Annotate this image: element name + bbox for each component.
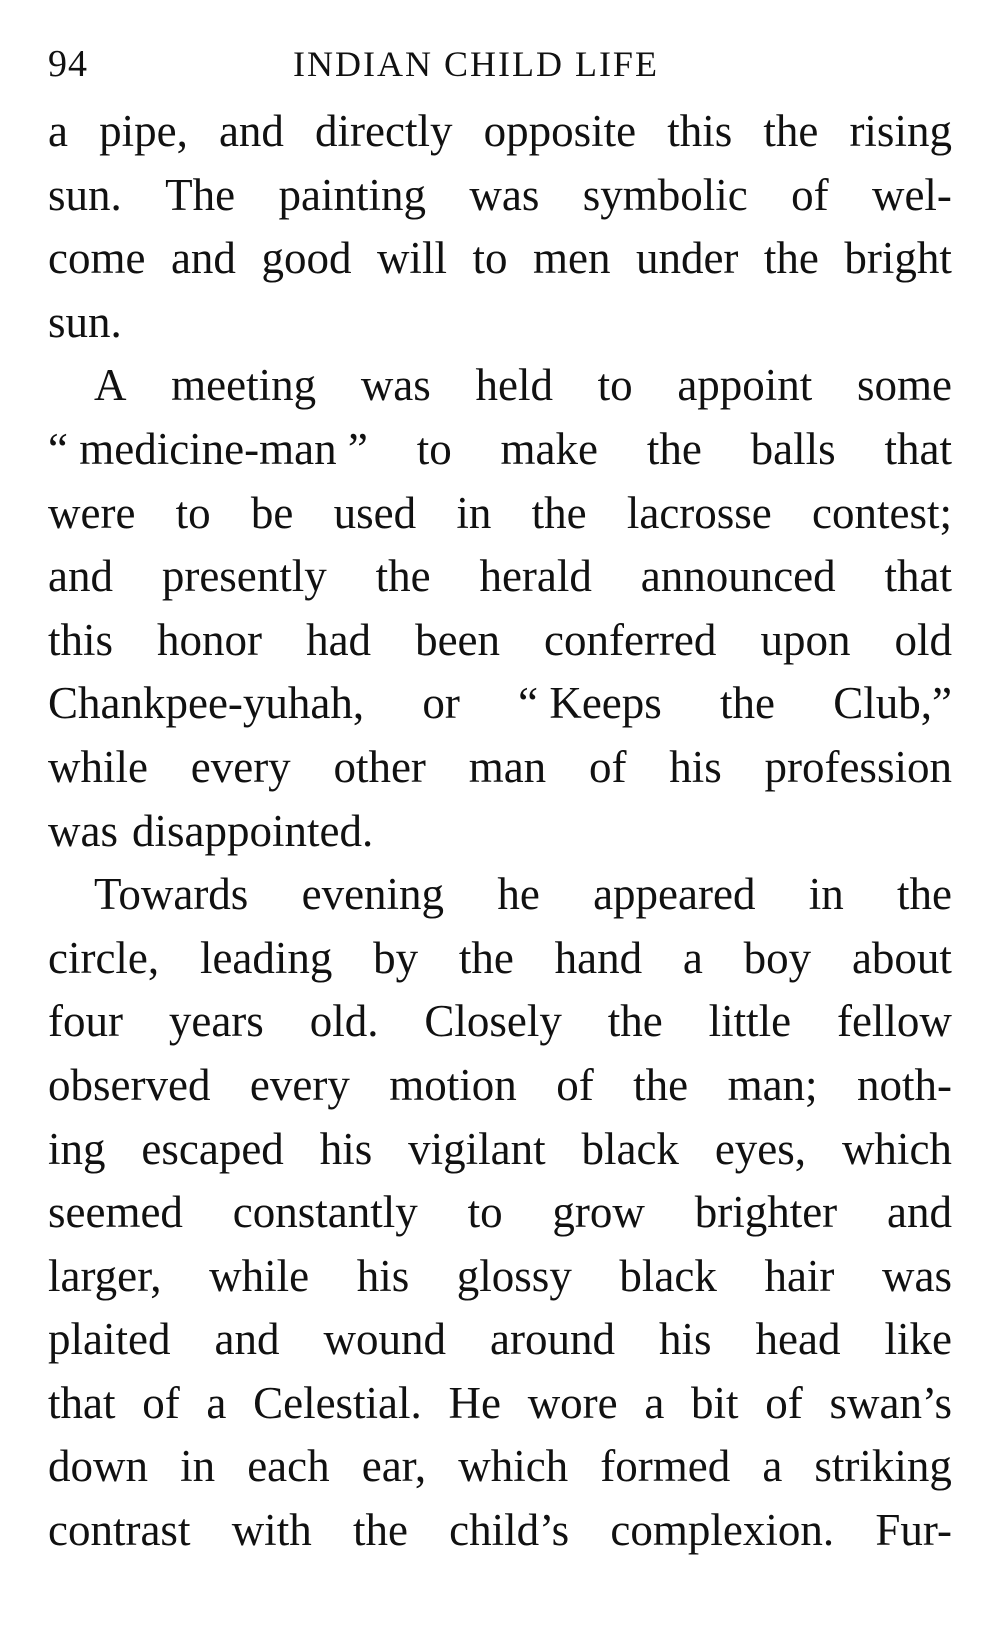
word: other <box>333 741 426 792</box>
text-line <box>48 227 952 291</box>
word: grow <box>552 1187 645 1238</box>
word: and <box>214 1314 280 1365</box>
word: was <box>881 1250 952 1301</box>
word: wound <box>323 1314 446 1365</box>
word: black <box>619 1250 717 1301</box>
word: was <box>360 360 431 411</box>
word: in <box>808 869 844 920</box>
word: by <box>373 932 419 983</box>
word: Chankpee-yuhah, <box>48 678 365 729</box>
word: leading <box>199 932 333 983</box>
word: the <box>531 487 587 538</box>
word: the <box>763 233 819 284</box>
word: to <box>597 360 633 411</box>
text-line <box>48 1118 952 1182</box>
word: painting <box>278 169 426 220</box>
word: under <box>635 233 739 284</box>
word: motion <box>389 1059 517 1110</box>
word: man <box>468 741 547 792</box>
word: while <box>209 1250 310 1301</box>
word: opposite <box>483 106 637 156</box>
word: he <box>497 869 540 920</box>
word: old <box>894 614 952 665</box>
word: boy <box>743 932 812 983</box>
word: down <box>48 1441 148 1492</box>
word: noth- <box>857 1059 952 1110</box>
word: which <box>841 1123 952 1174</box>
word: contest; <box>812 487 952 538</box>
word: herald <box>479 551 592 602</box>
word: like <box>884 1314 952 1365</box>
word: rising <box>849 106 952 156</box>
text-line <box>48 354 952 418</box>
word: wore <box>527 1377 618 1428</box>
word: head <box>755 1314 841 1365</box>
word: about <box>851 932 952 983</box>
text-line <box>48 100 952 164</box>
word: used <box>333 487 417 538</box>
word: meeting <box>171 360 317 411</box>
word: bright <box>844 233 952 284</box>
word: and <box>887 1187 952 1238</box>
word: symbolic <box>582 169 748 220</box>
word: sun. <box>48 296 122 347</box>
word: old. <box>309 996 379 1047</box>
word: be <box>250 487 294 538</box>
word: “ Keeps <box>518 678 662 729</box>
word: and <box>48 551 113 602</box>
word: a <box>644 1377 665 1428</box>
word: of <box>142 1377 180 1428</box>
word: honor <box>157 614 263 665</box>
word: were <box>48 487 136 538</box>
word: man; <box>727 1059 818 1110</box>
word: or <box>422 678 460 729</box>
word: make <box>500 423 598 474</box>
word: Closely <box>424 996 562 1047</box>
text-line <box>48 1308 952 1372</box>
word: complexion. <box>610 1505 835 1556</box>
word: glossy <box>456 1250 572 1301</box>
word: around <box>490 1314 615 1365</box>
text-line <box>48 672 952 736</box>
word: ear, <box>361 1441 427 1492</box>
word: four <box>48 996 123 1047</box>
word: larger, <box>48 1250 162 1301</box>
word: his <box>658 1314 712 1365</box>
word: which <box>458 1441 569 1492</box>
word: striking <box>814 1441 952 1492</box>
word: of <box>765 1377 803 1428</box>
word: bit <box>691 1377 739 1428</box>
text-line <box>48 863 952 927</box>
word: the <box>720 678 775 729</box>
word: formed <box>600 1441 731 1492</box>
word: been <box>415 614 501 665</box>
word: appoint <box>677 360 813 411</box>
word: constantly <box>232 1187 418 1238</box>
text-line <box>48 736 952 800</box>
word: hair <box>764 1250 835 1301</box>
word: of <box>588 741 627 792</box>
word: and <box>218 106 284 156</box>
word: the <box>763 106 819 156</box>
word: brighter <box>694 1187 838 1238</box>
text-line <box>48 482 952 546</box>
word: plaited <box>48 1314 171 1365</box>
running-title: INDIAN CHILD LIFE <box>293 44 659 84</box>
text-line <box>48 1245 952 1309</box>
word: in <box>180 1441 216 1492</box>
word: profession <box>764 741 952 792</box>
page-number: 94 <box>48 43 88 85</box>
word: while <box>48 741 148 792</box>
word: announced <box>640 551 836 602</box>
word: pipe, <box>99 106 188 156</box>
body-text <box>48 100 952 1563</box>
word: each <box>247 1441 330 1492</box>
word: his <box>356 1250 410 1301</box>
word: evening <box>301 869 445 920</box>
word: was <box>48 805 118 856</box>
word: his <box>669 741 722 792</box>
word: a <box>48 106 68 156</box>
word: escaped <box>141 1123 284 1174</box>
word: the <box>646 423 702 474</box>
word: directly <box>315 106 453 156</box>
text-line <box>48 990 952 1054</box>
word: disappointed. <box>131 805 374 856</box>
text-line <box>48 291 952 355</box>
word: the <box>633 1059 689 1110</box>
text-line <box>48 927 952 991</box>
word: appeared <box>593 869 756 920</box>
word: hand <box>554 932 643 983</box>
text-line <box>48 1054 952 1118</box>
word: contrast <box>48 1505 191 1556</box>
text-line <box>48 1435 952 1499</box>
word: the <box>458 932 514 983</box>
word: Towards <box>94 869 249 920</box>
word: ing <box>48 1123 106 1174</box>
word: sun. <box>48 169 122 220</box>
word: “ medicine-man ” <box>48 423 368 474</box>
text-line <box>48 1372 952 1436</box>
word: little <box>708 996 792 1047</box>
running-head <box>48 36 952 92</box>
word: the <box>375 551 431 602</box>
word: Club,” <box>833 678 952 729</box>
word: child’s <box>449 1505 570 1556</box>
text-line <box>48 609 952 673</box>
text-line <box>48 1499 952 1563</box>
word: a <box>206 1377 227 1428</box>
word: to <box>472 233 508 284</box>
word: a <box>682 932 703 983</box>
word: A <box>94 360 127 411</box>
word: was <box>469 169 540 220</box>
word: good <box>261 233 352 284</box>
word: a <box>762 1441 783 1492</box>
word: had <box>306 614 372 665</box>
word: black <box>581 1123 679 1174</box>
word: wel- <box>871 169 952 220</box>
word: to <box>467 1187 503 1238</box>
word: his <box>319 1123 373 1174</box>
word: He <box>448 1377 501 1428</box>
text-line <box>48 164 952 228</box>
word: men <box>532 233 611 284</box>
word: to <box>175 487 211 538</box>
word: to <box>416 423 452 474</box>
word: come <box>48 233 146 284</box>
word: the <box>897 869 952 920</box>
word: fellow <box>836 996 952 1047</box>
word: The <box>165 169 236 220</box>
word: years <box>168 996 264 1047</box>
text-line <box>48 800 952 864</box>
word: the <box>607 996 663 1047</box>
word: vigilant <box>408 1123 546 1174</box>
word: that <box>884 551 952 602</box>
word: seemed <box>48 1187 183 1238</box>
word: and <box>170 233 236 284</box>
word: lacrosse <box>626 487 772 538</box>
word: the <box>352 1505 408 1556</box>
word: that <box>884 423 952 474</box>
word: this <box>667 106 733 156</box>
word: every <box>249 1059 350 1110</box>
word: balls <box>750 423 836 474</box>
word: held <box>475 360 553 411</box>
word: Fur- <box>875 1505 952 1556</box>
word: swan’s <box>829 1377 952 1428</box>
text-line <box>48 545 952 609</box>
word: upon <box>760 614 851 665</box>
text-line <box>48 1181 952 1245</box>
word: that <box>48 1377 116 1428</box>
word: presently <box>161 551 327 602</box>
word: some <box>856 360 952 411</box>
book-page <box>48 36 952 1563</box>
word: of <box>556 1059 594 1110</box>
word: of <box>791 169 829 220</box>
word: this <box>48 614 114 665</box>
word: with <box>231 1505 312 1556</box>
word: in <box>456 487 492 538</box>
word: Celestial. <box>253 1377 422 1428</box>
word: eyes, <box>714 1123 807 1174</box>
text-line <box>48 418 952 482</box>
word: every <box>190 741 291 792</box>
word: circle, <box>48 932 160 983</box>
word: observed <box>48 1059 211 1110</box>
word: will <box>376 233 447 284</box>
word: conferred <box>544 614 717 665</box>
